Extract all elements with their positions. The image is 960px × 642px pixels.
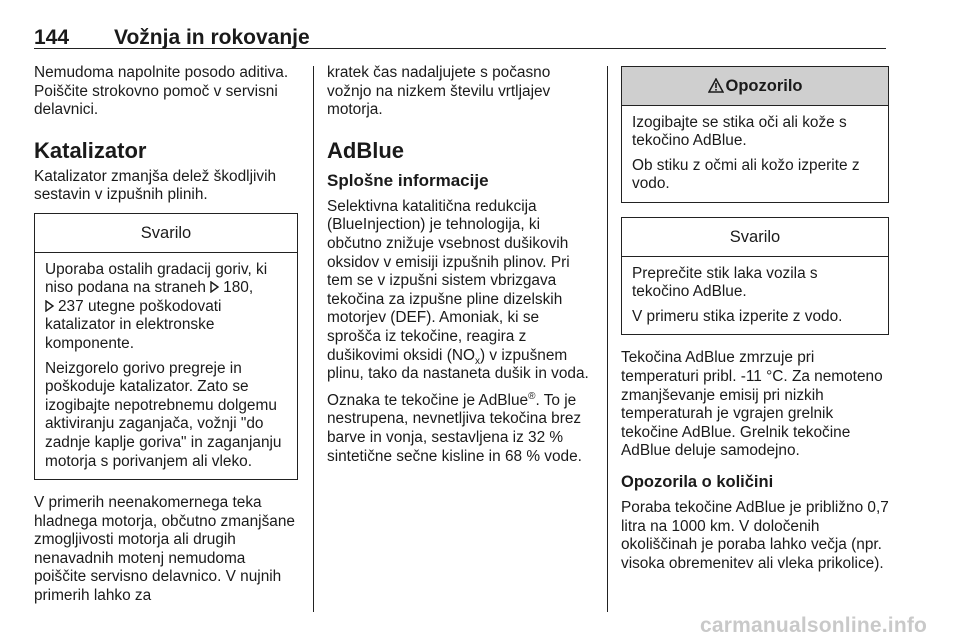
page-reference-icon[interactable] (45, 300, 55, 312)
caution-paragraph-1: Uporaba ostalih gradacij goriv, ki niso podana na straneh 180, 237 utegne poškodovati katalizator in elektronske komponente. (45, 260, 268, 352)
continued-text: kratek čas nadaljujete s počasno vožnjo na nizkem številu vrtljajev motorja. (327, 64, 551, 119)
warning-triangle-icon (708, 78, 724, 93)
freezing-paragraph: Tekočina AdBlue zmrzuje pri temperaturi pribl. -11 °C. Za nemoteno zmanjševanje emisij pri nizkih temperaturah je vgrajen grelnik tekočine AdBlue. Grelnik tekočine AdBlue deluje samodejno. (621, 349, 883, 460)
caution-box-body (35, 253, 297, 480)
column-3 (621, 64, 889, 573)
caution-box-2 (621, 217, 889, 335)
subheading-general-info: Splošne informacije (327, 170, 489, 190)
watermark: carmanualsonline.info (700, 614, 928, 637)
section-heading-quantity-warnings: Opozorila o količini (621, 472, 774, 491)
caution-box-title: Svarilo (35, 214, 297, 253)
warning-box (621, 66, 889, 203)
warning-box-body (622, 106, 888, 202)
intro-text: Nemudoma napolnite posodo aditiva. Poiščite strokovno pomoč v servisni delavnici. (34, 64, 289, 119)
section-heading-adblue: AdBlue (327, 137, 404, 163)
page-title: Vožnja in rokovanje (114, 26, 310, 49)
caution-box-2-body (622, 257, 888, 335)
caution-2-paragraph-1: Preprečite stik laka vozila s tekočino AdBlue. (632, 264, 818, 301)
caution-2-paragraph-2: V primeru stika izperite z vodo. (632, 307, 843, 325)
caution-paragraph-2: Neizgorelo gorivo pregreje in poškoduje katalizator. Zato se izogibajte nepotrebnemu dolgemu aktiviranju zaganjača, vožnji "do zadnje kaplje goriva" in zaganjanju motorja s porivanjem ali vleko. (45, 359, 282, 470)
caution-box (34, 213, 298, 480)
katalizator-text: Katalizator zmanjša delež škodljivih sestavin v izpušnih plinih. (34, 167, 277, 204)
page-number: 144 (34, 26, 70, 49)
column-divider (607, 66, 608, 612)
page-reference-icon[interactable] (210, 281, 220, 293)
column-1 (34, 64, 298, 606)
column-2 (327, 64, 595, 466)
caution-box-2-title: Svarilo (622, 218, 888, 257)
column-divider (313, 66, 314, 612)
after-box-text: V primerih neenakomernega teka hladnega motorja, občutno zmanjšane zmogljivosti motorja ali drugih nenavadnih motenj nemudoma poiščite servisno delavnico. V nujnih primerih lahko za (34, 494, 295, 605)
section-heading-katalizator: Katalizator (34, 137, 147, 163)
adblue-paragraph-2: Oznaka te tekočine je AdBlue®. To je nestrupena, nevnetljiva tekočina brez barve in vonja, sestavljena iz 32 % sintetične sečne kisline in 68 % vode. (327, 390, 582, 465)
warning-box-title: Opozorilo (622, 67, 888, 106)
warning-paragraph-2: Ob stiku z očmi ali kožo izperite z vodo. (632, 156, 860, 193)
adblue-paragraph-1: Selektivna katalitična redukcija (BlueInjection) je tehnologija, ki občutno znižuje vsebnost dušikovih oksidov v emisiji izpušnih plinov. Pri tem se v izpušni sistem vbrizgava tekočina za izpušne pline dizelskih motorjev (DEF). Amoniak, ki se sprošča iz tekočine, reagira z dušikovimi oksidi $(NO_x)$ v izpušnem plinu, tako da nastaneta dušik in voda. (327, 197, 589, 383)
consumption-paragraph: Poraba tekočine AdBlue je približno 0,7 litra na 1000 km. V določenih okoliščinah je poraba lahko večja (npr. visoka obremenitev ali vleka prikolice). (621, 498, 889, 572)
page-header (34, 22, 886, 49)
warning-paragraph-1: Izogibajte se stika oči ali kože s tekočino AdBlue. (632, 113, 847, 150)
